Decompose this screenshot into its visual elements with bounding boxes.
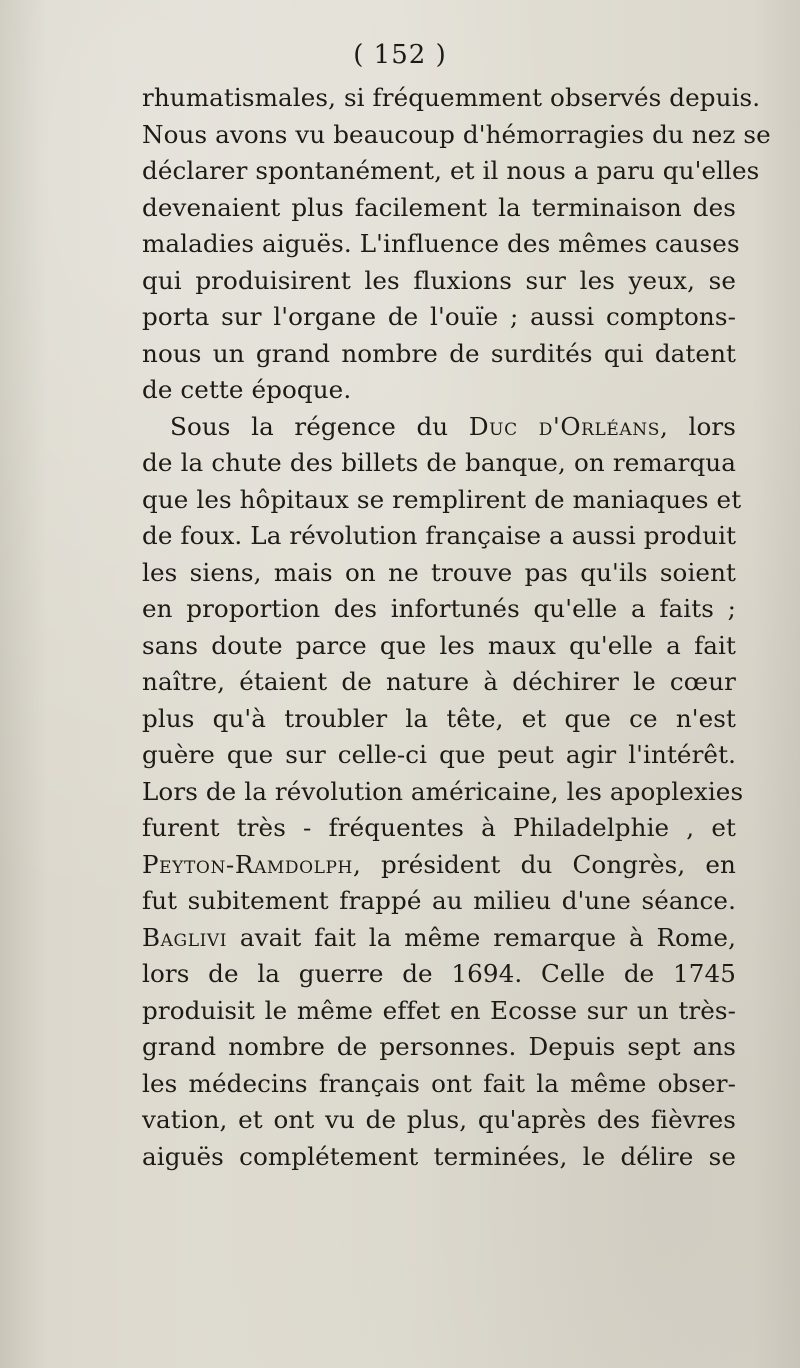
proper-name: Duc d'Orléans: [468, 411, 661, 441]
text-line: sans doute parce que les maux qu'elle a fait: [142, 630, 736, 660]
text-line: fut subitement frappé au milieu d'une séance.: [142, 886, 736, 915]
proper-name: Peyton-Ramdolph: [142, 849, 353, 879]
text-line: aiguës complétement terminées, le délire se: [142, 1141, 736, 1171]
text-line: [142, 409, 736, 446]
paragraph: [142, 80, 771, 409]
text-line: vation, et ont vu de plus, qu'après des fièvres: [142, 1105, 736, 1134]
text-line: de cette époque.: [142, 375, 352, 404]
text-line: maladies aiguës. L'influence des mêmes causes: [142, 229, 740, 258]
text-line: lors de la guerre de 1694. Celle de 1745: [142, 959, 736, 988]
text-line: naître, étaient de nature à déchirer le cœur: [142, 667, 736, 696]
paragraph: [142, 409, 744, 1176]
text-line: grand nombre de personnes. Depuis sept ans: [142, 1032, 736, 1061]
page-number: ( 152 ): [353, 40, 447, 70]
text-line: porta sur l'organe de l'ouïe ; aussi comptons-: [142, 302, 736, 331]
text-line: en proportion des infortunés qu'elle a faits ;: [142, 594, 736, 623]
text-line: nous un grand nombre de surdités qui datent: [142, 338, 736, 368]
text-line: les médecins français ont fait la même obser-: [142, 1068, 736, 1098]
text-run: , président du Congrès, en: [352, 849, 736, 879]
text-line: Nous avons vu beaucoup d'hémorragies du nez se: [142, 119, 771, 149]
text-line: Lors de la révolution américaine, les apoplexies: [142, 776, 744, 806]
text-line: qui produisirent les fluxions sur les yeux, se: [142, 265, 736, 295]
text-line: [142, 920, 736, 957]
text-line: furent très - fréquentes à Philadelphie , et: [142, 813, 736, 842]
text-line: plus qu'à troubler la tête, et que ce n'est: [142, 703, 736, 733]
text-line: de foux. La révolution française a aussi produit: [142, 521, 737, 550]
proper-name: Baglivi: [142, 922, 228, 952]
text-line: guère que sur celle-ci que peut agir l'intérêt.: [142, 740, 736, 769]
text-line: que les hôpitaux se remplirent de maniaques et: [142, 484, 742, 514]
text-line: déclarer spontanément, et il nous a paru qu'elles: [142, 156, 760, 185]
text-line: devenaient plus facilement la terminaison des: [142, 192, 736, 222]
text-line: rhumatismales, si fréquemment observés depuis.: [142, 83, 761, 112]
text-line: de la chute des billets de banque, on remarqua: [142, 448, 736, 477]
text-run: Sous la régence du: [170, 411, 469, 441]
text-line: produisit le même effet en Ecosse sur un très-: [142, 995, 736, 1025]
text-run: , lors: [660, 411, 736, 441]
text-line: [142, 847, 736, 884]
text-line: les siens, mais on ne trouve pas qu'ils soient: [142, 557, 736, 587]
text-run: avait fait la même remarque à Rome,: [227, 922, 736, 952]
body-text: [142, 80, 771, 1175]
